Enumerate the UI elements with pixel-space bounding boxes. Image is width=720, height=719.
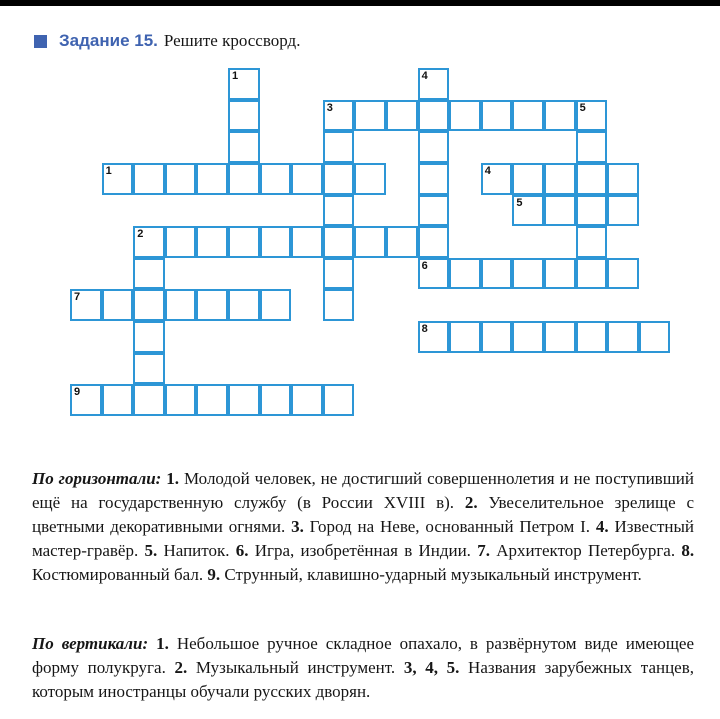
crossword-cell[interactable] <box>133 353 165 385</box>
clue-number: 8. <box>681 541 695 560</box>
crossword-cell[interactable] <box>165 163 197 195</box>
crossword-cell[interactable] <box>291 163 323 195</box>
clues-across <box>32 467 694 587</box>
crossword-cell[interactable] <box>386 226 418 258</box>
clue-text: Увеселительное зрелище с цветными декоративными огнями. <box>32 493 694 536</box>
clue-text: Город на Неве, основанный Петром I. <box>309 517 591 536</box>
crossword-cell[interactable] <box>544 195 576 227</box>
crossword-cell[interactable] <box>354 226 386 258</box>
crossword-cell[interactable] <box>639 321 671 353</box>
cell-number-down-5: 5 <box>579 101 586 114</box>
down-heading: По вертикали: <box>32 634 149 653</box>
crossword-cell[interactable] <box>576 226 608 258</box>
clue-text: Музыкальный инструмент. <box>195 658 396 677</box>
crossword-cell[interactable] <box>228 226 260 258</box>
cell-number-down-1: 1 <box>232 70 239 83</box>
clue-text: Небольшое ручное складное опахало, в развёрнутом виде имеющее форму полукруга. <box>32 634 695 677</box>
task-label: Задание 15. <box>59 31 158 50</box>
crossword-cell[interactable] <box>133 384 165 416</box>
crossword-cell[interactable] <box>102 384 134 416</box>
crossword-cell[interactable] <box>323 163 355 195</box>
crossword-cell[interactable] <box>512 163 544 195</box>
crossword-cell[interactable] <box>323 258 355 290</box>
clue-number: 3. <box>291 517 304 536</box>
clue-number: 7. <box>477 541 490 560</box>
crossword-cell[interactable] <box>354 100 386 132</box>
clue-text: Струнный, клавишно-ударный музыкальный инструмент. <box>224 565 642 584</box>
crossword-cell[interactable] <box>481 100 513 132</box>
clue-text: Костюмированный бал. <box>32 565 204 584</box>
cell-number-across-1: 1 <box>105 165 112 177</box>
cell-number-across-2: 2 <box>137 228 144 241</box>
crossword-cell[interactable] <box>607 258 639 290</box>
crossword-cell[interactable] <box>512 100 544 132</box>
crossword-cell[interactable] <box>576 131 608 163</box>
cell-number-across-9: 9 <box>74 386 81 399</box>
crossword-cell[interactable] <box>165 226 197 258</box>
crossword-cell[interactable] <box>260 163 292 195</box>
crossword-cell[interactable] <box>133 258 165 290</box>
crossword-cell[interactable] <box>607 163 639 195</box>
crossword-cell[interactable] <box>418 226 450 258</box>
clue-number: 2. <box>464 493 478 512</box>
clue-number: 2. <box>174 658 188 677</box>
crossword-cell[interactable] <box>323 226 355 258</box>
crossword-cell[interactable] <box>260 384 292 416</box>
crossword-cell[interactable] <box>481 258 513 290</box>
crossword-cell[interactable] <box>260 226 292 258</box>
crossword-cell[interactable] <box>165 384 197 416</box>
crossword-cell[interactable] <box>260 289 292 321</box>
crossword-cell[interactable] <box>354 163 386 195</box>
crossword-cell[interactable] <box>386 100 418 132</box>
crossword-cell[interactable] <box>323 131 355 163</box>
cell-number-down-4: 4 <box>421 70 428 83</box>
crossword-cell[interactable] <box>228 163 260 195</box>
clue-number: 9. <box>207 565 221 584</box>
crossword-cell[interactable] <box>576 163 608 195</box>
crossword-cell[interactable] <box>133 289 165 321</box>
clue-text: Известный мастер-гравёр. <box>32 517 695 560</box>
cell-number-across-6: 6 <box>421 259 428 272</box>
clue-text: Напиток. <box>163 541 230 560</box>
crossword-cell[interactable] <box>291 226 323 258</box>
crossword-cell[interactable] <box>228 384 260 416</box>
crossword-cell[interactable] <box>133 321 165 353</box>
crossword-cell[interactable] <box>607 321 639 353</box>
crossword-cell[interactable] <box>133 163 165 195</box>
task-instruction: Решите кроссворд. <box>163 31 301 50</box>
crossword-cell[interactable] <box>196 289 228 321</box>
crossword-cell[interactable] <box>323 289 355 321</box>
clue-number: 6. <box>235 541 249 560</box>
cell-number-across-5: 5 <box>516 196 523 209</box>
crossword-cell[interactable] <box>196 163 228 195</box>
crossword-cell[interactable] <box>576 195 608 227</box>
clue-text: Названия зарубежных танцев, которым иностранцы обучали русских дворян. <box>32 658 695 701</box>
crossword-cell[interactable] <box>576 321 608 353</box>
crossword-cell[interactable] <box>196 384 228 416</box>
crossword-cell[interactable] <box>196 226 228 258</box>
clue-number: 5. <box>144 541 158 560</box>
clue-number: 3, 4, 5. <box>403 658 460 677</box>
across-heading: По горизонтали: <box>32 469 162 488</box>
crossword-cell[interactable] <box>576 258 608 290</box>
crossword-cell[interactable] <box>544 163 576 195</box>
crossword-cell[interactable] <box>449 321 481 353</box>
crossword-cell[interactable] <box>449 100 481 132</box>
crossword-cell[interactable] <box>228 100 260 132</box>
crossword-cell[interactable] <box>418 163 450 195</box>
crossword-cell[interactable] <box>512 321 544 353</box>
clues-down <box>32 632 694 704</box>
crossword-cell[interactable] <box>449 258 481 290</box>
crossword-cell[interactable] <box>291 384 323 416</box>
crossword-cell[interactable] <box>165 289 197 321</box>
crossword-cell[interactable] <box>102 289 134 321</box>
crossword-cell[interactable] <box>323 384 355 416</box>
crossword-cell[interactable] <box>323 195 355 227</box>
crossword-cell[interactable] <box>481 321 513 353</box>
crossword-cell[interactable] <box>544 321 576 353</box>
clue-number: 1. <box>156 634 169 653</box>
clue-number: 4. <box>595 517 609 536</box>
cell-number-across-4: 4 <box>484 165 491 177</box>
clue-text: Молодой человек, не достигший совершеннолетия и не поступивший ещё на государственную службу (в России XVIII в). <box>32 469 694 512</box>
crossword-cell[interactable] <box>544 258 576 290</box>
crossword-cell[interactable] <box>607 195 639 227</box>
cell-number-across-3: 3 <box>326 101 333 114</box>
crossword-cell[interactable] <box>544 100 576 132</box>
crossword-cell[interactable] <box>228 131 260 163</box>
crossword-cell[interactable] <box>418 131 450 163</box>
clue-number: 1. <box>166 469 180 488</box>
clue-text: Игра, изобретённая в Индии. <box>254 541 471 560</box>
crossword-cell[interactable] <box>228 289 260 321</box>
cell-number-across-7: 7 <box>74 291 81 304</box>
cell-number-across-8: 8 <box>421 323 428 335</box>
crossword-cell[interactable] <box>512 258 544 290</box>
crossword-cell[interactable] <box>418 195 450 227</box>
crossword-cell[interactable] <box>418 100 450 132</box>
clue-text: Архитектор Петербурга. <box>496 541 676 560</box>
